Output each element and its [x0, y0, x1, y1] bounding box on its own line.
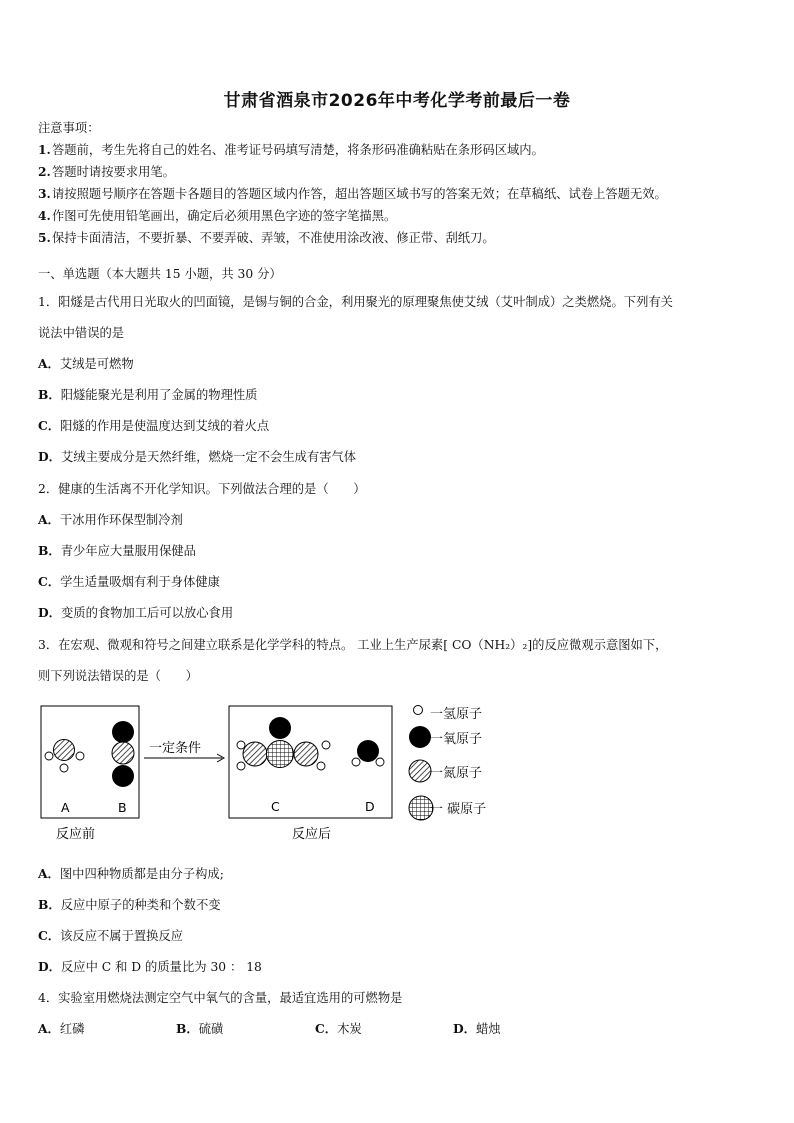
oxygen-atom-icon	[408, 725, 432, 749]
option-label: D．	[453, 1021, 476, 1036]
option-text: 木炭	[337, 1022, 362, 1036]
option-text: 蜡烛	[475, 1022, 501, 1036]
option-label: D．	[38, 449, 61, 464]
option-label: C．	[38, 928, 61, 943]
molecule-c-urea	[237, 717, 330, 770]
note-item	[38, 205, 667, 227]
question-4-stem: 4．实验室用燃烧法测定空气中氧气的含量，最适宜选用的可燃物是	[38, 991, 403, 1005]
option-label: B．	[38, 897, 61, 912]
question-4-option-c	[315, 1019, 362, 1037]
condition-label: 一定条件	[149, 741, 202, 756]
label-c: C	[271, 799, 280, 814]
question-3-option-d	[38, 957, 262, 975]
option-label: A．	[38, 1021, 60, 1036]
molecule-a-ammonia	[45, 740, 84, 773]
question-3-option-c	[38, 926, 183, 944]
option-label: C．	[38, 574, 61, 589]
question-4-option-b	[176, 1019, 223, 1037]
legend-item-oxygen	[408, 725, 528, 749]
section-heading: 一、单选题（本大题共 15 小题，共 30 分）	[38, 267, 282, 281]
molecule-d-water	[352, 740, 384, 766]
hydrogen-atom-icon	[408, 700, 430, 722]
question-4-option-a	[38, 1019, 84, 1037]
note-text: 作图可先使用铅笔画出，确定后必须用黑色字迹的签字笔描黑。	[52, 209, 397, 223]
note-text: 保持卡面清洁，不要折暴、不要弄破、弄皱，不准使用涂改液、修正带、刮纸刀。	[52, 231, 495, 245]
label-d: D	[365, 799, 375, 814]
question-2-option-d	[38, 603, 233, 621]
legend-item-hydrogen	[408, 700, 528, 724]
note-item	[38, 161, 667, 183]
page-title: 甘肃省酒泉市2026年中考化学考前最后一卷	[223, 91, 571, 111]
note-text: 答题时请按要求用笔。	[52, 165, 175, 179]
question-3-stem-line-2: 则下列说法错误的是（ ）	[38, 669, 198, 683]
option-text: 阳燧的作用是使温度达到艾绒的着火点	[60, 419, 270, 433]
label-b: B	[118, 800, 127, 815]
option-label: B．	[38, 543, 61, 558]
legend-text: 一氢原子	[430, 707, 483, 722]
question-1-stem-line-2: 说法中错误的是	[38, 326, 125, 340]
option-text: 图中四种物质都是由分子构成;	[59, 867, 224, 881]
option-label: B．	[176, 1021, 199, 1036]
question-3-option-b	[38, 895, 221, 913]
option-text: 该反应不属于置换反应	[60, 929, 184, 943]
question-2-option-b	[38, 541, 196, 559]
option-text: 反应中原子的种类和个数不变	[60, 898, 221, 912]
molecule-b-carbon-dioxide	[112, 721, 134, 787]
after-caption: 反应后	[292, 827, 332, 842]
note-item	[38, 139, 667, 161]
option-label: B．	[38, 387, 61, 402]
atom-legend	[408, 700, 528, 830]
option-text: 干冰用作环保型制冷剂	[59, 513, 183, 527]
option-text: 反应中 C 和 D 的质量比为 30 ： 18	[60, 960, 262, 974]
note-number: 2.	[38, 164, 51, 179]
question-2-option-c	[38, 572, 220, 590]
question-3-option-a	[38, 864, 224, 882]
note-text: 答题前，考生先将自己的姓名、准考证号码填写清楚，将条形码准确粘贴在条形码区域内。	[52, 143, 544, 157]
note-number: 1.	[38, 142, 51, 157]
option-label: D．	[38, 959, 61, 974]
legend-text: 一氧原子	[430, 732, 483, 747]
option-label: D．	[38, 605, 61, 620]
option-text: 红磷	[59, 1022, 85, 1036]
notes-block	[38, 118, 667, 249]
option-text: 变质的食物加工后可以放心食用	[60, 606, 234, 620]
option-text: 艾绒是可燃物	[59, 357, 134, 371]
note-number: 4.	[38, 208, 51, 223]
note-item	[38, 183, 667, 205]
label-a: A	[61, 800, 70, 815]
question-4-option-d	[453, 1019, 501, 1037]
option-label: A．	[38, 866, 60, 881]
question-1-option-c	[38, 416, 269, 434]
question-1-option-b	[38, 385, 257, 403]
option-label: A．	[38, 512, 60, 527]
option-label: C．	[38, 418, 61, 433]
question-1-option-d	[38, 447, 356, 465]
question-1-stem-line-1: 1．阳燧是古代用日光取火的凹面镜，是锡与铜的合金，利用聚光的原理聚焦使艾绒（艾叶制成）之类燃烧。下列有关	[38, 295, 673, 309]
question-1-option-a	[38, 354, 134, 372]
option-label: A．	[38, 356, 60, 371]
question-3-stem-line-1: 3．在宏观、微观和符号之间建立联系是化学学科的特点。 工业上生产尿素[ CO（NH₂）₂]的反应微观示意图如下，	[38, 638, 668, 652]
question-2-stem: 2．健康的生活离不开化学知识。下列做法合理的是（ ）	[38, 482, 366, 496]
option-text: 硫磺	[198, 1022, 224, 1036]
notes-heading: 注意事项：	[38, 121, 100, 135]
legend-text: 一氮原子	[430, 766, 483, 781]
note-number: 5.	[38, 230, 51, 245]
option-text: 艾绒主要成分是天然纤维，燃烧一定不会生成有害气体	[60, 450, 357, 464]
option-text: 学生适量吸烟有利于身体健康	[60, 575, 220, 589]
nitrogen-atom-icon	[408, 759, 432, 783]
option-text: 青少年应大量服用保健品	[60, 544, 196, 558]
question-2-option-a	[38, 510, 183, 528]
note-number: 3.	[38, 186, 51, 201]
option-text: 阳燧能聚光是利用了金属的物理性质	[60, 388, 258, 402]
legend-item-nitrogen	[408, 759, 528, 783]
note-item	[38, 227, 667, 249]
option-label: C．	[315, 1021, 338, 1036]
legend-item-carbon	[408, 795, 528, 819]
before-caption: 反应前	[56, 827, 96, 842]
legend-text: 一 碳原子	[430, 802, 487, 817]
note-text: 请按照题号顺序在答题卡各题目的答题区域内作答，超出答题区域书写的答案无效；在草稿纸、试卷上答题无效。	[52, 187, 667, 201]
